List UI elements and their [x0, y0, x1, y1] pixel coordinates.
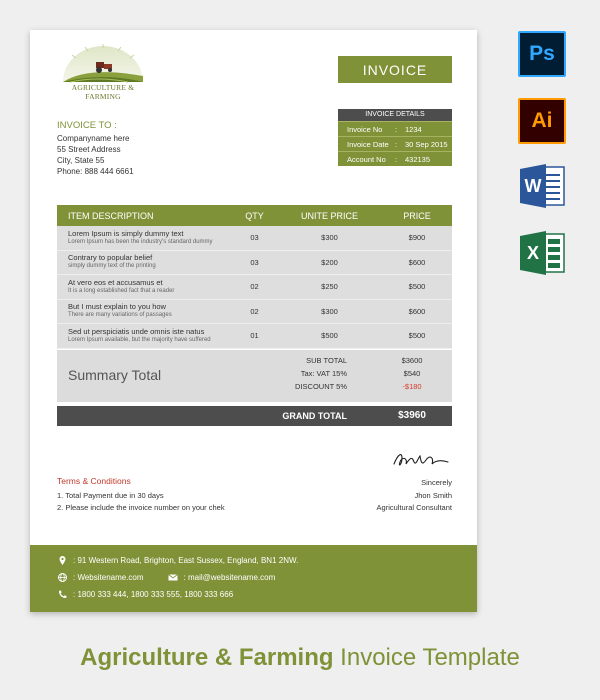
- invoice-number-row: [338, 121, 452, 136]
- item-unit-price: $250: [321, 282, 338, 292]
- terms-item: 2. Please include the invoice number on your chek: [57, 502, 225, 512]
- detail-value: 1234: [405, 124, 422, 134]
- phone: Phone: 888 444 6661: [57, 167, 134, 176]
- city-state: City, State 55: [57, 156, 105, 165]
- terms-item: 1. Total Payment due in 30 days: [57, 491, 164, 500]
- header-unit-price: UNITE PRICE: [300, 210, 358, 221]
- tax-label: Tax: VAT 15%: [300, 368, 347, 378]
- item-unit-price: $200: [321, 257, 338, 267]
- summary-title: Summary Total: [68, 366, 162, 383]
- invoice-document: [30, 30, 477, 612]
- invoice-title: INVOICE: [338, 56, 452, 83]
- invoice-details-header: INVOICE DETAILS: [338, 109, 452, 121]
- item-description: [57, 229, 232, 247]
- company-name: Companyname here: [57, 134, 130, 143]
- discount-label: DISCOUNT 5%: [295, 381, 347, 391]
- table-row: [57, 275, 452, 300]
- item-unit-price: $300: [321, 306, 338, 316]
- summary-lines: [57, 356, 452, 395]
- address-text: : 91 Western Road, Brighton, East Sussex, England, BN1 2NW.: [73, 555, 299, 565]
- photoshop-icon: Ps: [518, 31, 566, 77]
- invoice-details-box: [338, 109, 452, 166]
- table-header: [57, 205, 452, 226]
- phone-numbers: : 1800 333 444, 1800 333 555, 1800 333 666: [73, 589, 234, 599]
- discount-line: [57, 382, 452, 395]
- sub-total-line: [57, 356, 452, 369]
- item-subtitle: It is a long established fact that a reader: [68, 287, 175, 294]
- sub-total-label: SUB TOTAL: [306, 355, 347, 365]
- table-row: [57, 226, 452, 251]
- item-title: But I must explain to you how: [68, 302, 166, 312]
- email-icon: [168, 572, 178, 582]
- website-text[interactable]: : Websitename.com: [73, 572, 144, 582]
- account-number-row: [338, 151, 452, 166]
- invoice-to-title: INVOICE TO :: [57, 120, 117, 131]
- item-title: At vero eos et accusamus et: [68, 277, 163, 287]
- excel-icon: [518, 230, 566, 276]
- table-row: [57, 251, 452, 276]
- terms-list: [57, 490, 225, 513]
- item-price: $900: [408, 233, 426, 243]
- email-text[interactable]: : mail@websitename.com: [183, 572, 276, 582]
- item-subtitle: Lorem Ipsum has been the industry's standard dummy: [68, 238, 213, 245]
- detail-value: 432135: [405, 154, 431, 164]
- item-qty: 03: [250, 233, 259, 243]
- item-subtitle: There are many variations of passages: [68, 312, 172, 319]
- item-price: $600: [408, 257, 426, 267]
- signer-name: Jhon Smith: [414, 490, 452, 500]
- detail-label: Invoice Date: [347, 139, 389, 149]
- signature-icon: [390, 448, 452, 472]
- phone-icon: [57, 589, 67, 599]
- grand-total-bar: [57, 406, 452, 426]
- detail-sep: :: [395, 139, 398, 149]
- template-caption: [0, 644, 600, 672]
- items-table: [57, 205, 452, 426]
- phone-line: [57, 589, 233, 599]
- street-address: 55 Street Address: [57, 145, 121, 154]
- illustrator-icon: Ai: [518, 98, 566, 144]
- item-description: [57, 253, 232, 271]
- summary-block: [57, 350, 452, 402]
- item-qty: 03: [250, 257, 259, 267]
- contact-footer: [30, 545, 477, 612]
- detail-sep: :: [395, 154, 398, 164]
- header-description: ITEM DESCRIPTION: [68, 210, 154, 221]
- tax-line: [57, 366, 452, 383]
- item-price: $500: [408, 282, 426, 292]
- word-icon: [518, 163, 566, 209]
- sub-total-value: $3600: [401, 355, 423, 365]
- table-row: [57, 300, 452, 325]
- item-unit-price: $500: [321, 331, 338, 341]
- word-letter: W: [524, 176, 542, 196]
- closing-text: Sincerely: [421, 478, 452, 487]
- item-qty: 02: [250, 306, 259, 316]
- item-description: [57, 327, 232, 345]
- item-subtitle: Lorem Ipsum available, but the majority have suffered: [68, 336, 211, 343]
- caption-rest: Invoice Template: [333, 644, 520, 671]
- item-title: Sed ut perspiciatis unde omnis iste natus: [68, 326, 205, 336]
- item-qty: 01: [250, 331, 259, 341]
- grand-total-value: $3960: [398, 409, 426, 421]
- detail-label: Account No: [347, 154, 386, 164]
- item-price: $600: [408, 306, 426, 316]
- invoice-to-address: [57, 133, 134, 177]
- location-pin-icon: [57, 555, 67, 565]
- address-line: [57, 555, 298, 565]
- item-description: [57, 278, 232, 296]
- item-description: [57, 302, 232, 320]
- item-qty: 02: [250, 282, 259, 292]
- excel-letter: X: [526, 243, 540, 263]
- terms-title: Terms & Conditions: [57, 476, 131, 486]
- globe-icon: [57, 572, 67, 582]
- detail-value: 30 Sep 2015: [405, 139, 448, 149]
- item-price: $500: [408, 331, 426, 341]
- grand-total-label: GRAND TOTAL: [282, 410, 347, 421]
- header-price: PRICE: [403, 210, 431, 221]
- web-line: [57, 572, 275, 582]
- signer-role: Agricultural Consultant: [376, 503, 452, 512]
- header-qty: QTY: [245, 210, 264, 221]
- item-title: Lorem Ipsum is simply dummy text: [68, 228, 184, 238]
- discount-value: -$180: [402, 381, 422, 391]
- item-subtitle: simply dummy text of the printing: [68, 263, 156, 270]
- signature-block: [377, 477, 452, 515]
- caption-bold: Agriculture & Farming: [80, 644, 334, 671]
- tax-value: $540: [403, 368, 421, 378]
- detail-label: Invoice No: [347, 124, 383, 134]
- item-title: Contrary to popular belief: [68, 253, 153, 263]
- item-unit-price: $300: [321, 233, 338, 243]
- logo-text: AGRICULTURE & FARMING: [71, 83, 135, 101]
- detail-sep: :: [395, 124, 398, 134]
- invoice-date-row: [338, 136, 452, 151]
- table-row: [57, 324, 452, 349]
